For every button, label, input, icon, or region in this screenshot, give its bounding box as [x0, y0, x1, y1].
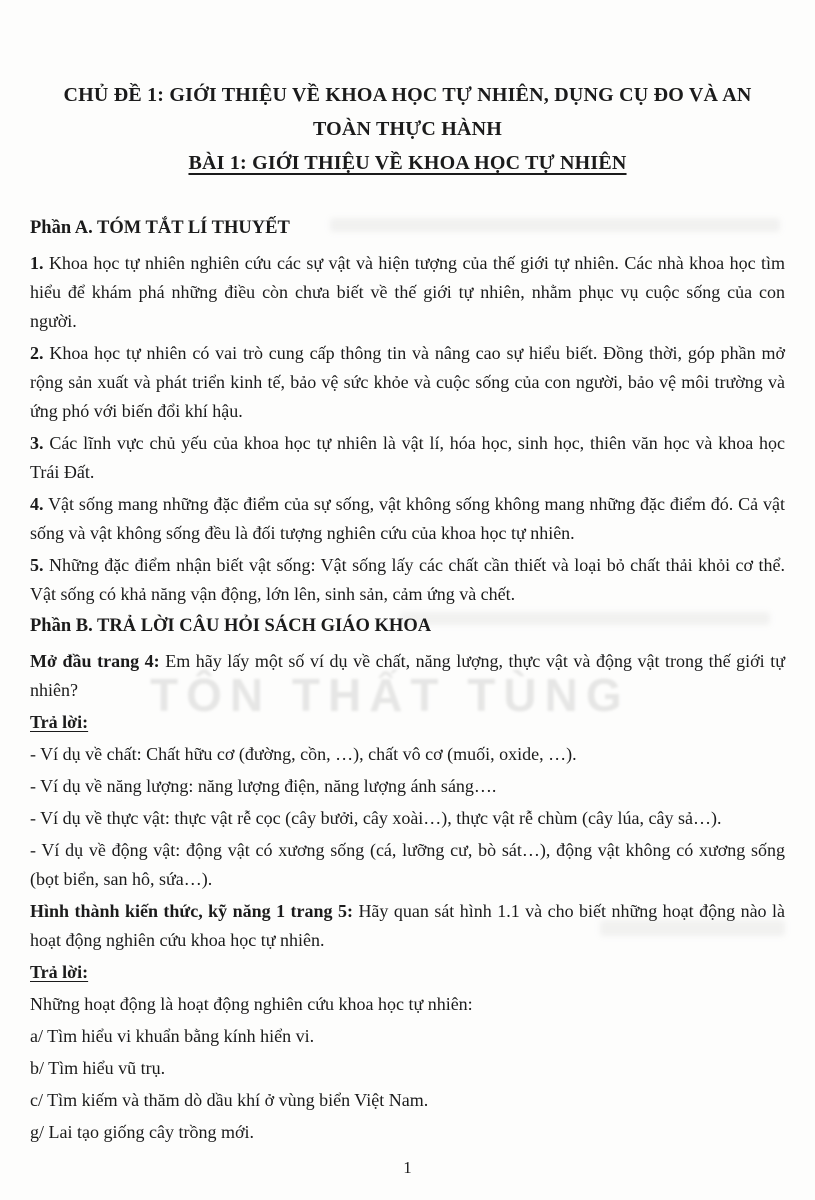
point-2-number: 2.: [30, 343, 44, 363]
answer-1-item: - Ví dụ về năng lượng: năng lượng điện, năng lượng ánh sáng….: [30, 776, 497, 796]
answer-2-item: c/ Tìm kiếm và thăm dò dầu khí ở vùng biển Việt Nam.: [30, 1090, 429, 1110]
summary-point-2: [30, 339, 785, 426]
answer-1-item: - Ví dụ về chất: Chất hữu cơ (đường, cồn, …), chất vô cơ (muối, oxide, …).: [30, 744, 577, 764]
question-2: [30, 897, 785, 955]
answer-2-item: b/ Tìm hiểu vũ trụ.: [30, 1058, 166, 1078]
point-3-number: 3.: [30, 433, 44, 453]
summary-point-3: [30, 429, 785, 487]
answer-1-item: - Ví dụ về động vật: động vật có xương sống (cá, lưỡng cư, bò sát…), động vật không có xương sống (bọt biển, san hô, sứa…).: [30, 840, 785, 889]
answer-1-label: [30, 708, 785, 737]
document-title: [30, 78, 785, 180]
answer-2-intro: Những hoạt động là hoạt động nghiên cứu khoa học tự nhiên:: [30, 994, 473, 1014]
point-4-text: Vật sống mang những đặc điểm của sự sống, vật không sống không mang những đặc điểm đó. Cả vật sống và vật không sống đều là đối tượng nghiên cứu của khoa học tự nhiên.: [30, 494, 785, 543]
point-1-text: Khoa học tự nhiên nghiên cứu các sự vật và hiện tượng của thế giới tự nhiên. Các nhà khoa học tìm hiểu để khám phá những điều còn chưa biết về thế giới tự nhiên, nhằm phục vụ cuộc sống của con người.: [30, 253, 786, 331]
section-b-heading: Phần B. TRẢ LỜI CÂU HỎI SÁCH GIÁO KHOA: [30, 616, 432, 636]
title-line-1: CHỦ ĐỀ 1: GIỚI THIỆU VỀ KHOA HỌC TỰ NHIÊN, DỤNG CỤ ĐO VÀ AN: [63, 84, 752, 106]
section-a-heading: Phần A. TÓM TẮT LÍ THUYẾT: [30, 218, 290, 238]
question-1-text: Em hãy lấy một số ví dụ về chất, năng lượng, thực vật và động vật trong thế giới tự nhiên?: [30, 651, 785, 700]
answer-2-item: g/ Lai tạo giống cây trồng mới.: [30, 1122, 254, 1142]
section-b: [30, 612, 785, 1147]
point-4-number: 4.: [30, 494, 44, 514]
title-line-3: BÀI 1: GIỚI THIỆU VỀ KHOA HỌC TỰ NHIÊN: [188, 152, 627, 174]
question-2-label: Hình thành kiến thức, kỹ năng 1 trang 5:: [30, 901, 353, 921]
answer-2-item: a/ Tìm hiểu vi khuẩn bằng kính hiển vi.: [30, 1026, 315, 1046]
summary-point-5: [30, 551, 785, 609]
point-2-text: Khoa học tự nhiên có vai trò cung cấp thông tin và nâng cao sự hiểu biết. Đồng thời, góp phần mở rộng sản xuất và phát triển kinh tế, bảo vệ sức khỏe và cuộc sống của con người, bảo vệ môi trường và ứng phó với biến đổi khí hậu.: [30, 343, 785, 421]
point-5-number: 5.: [30, 555, 44, 575]
answer-1-label-text: Trả lời:: [30, 712, 89, 732]
answer-2-label-text: Trả lời:: [30, 962, 89, 982]
summary-point-1: [30, 249, 785, 336]
point-5-text: Những đặc điểm nhận biết vật sống: Vật sống lấy các chất cần thiết và loại bỏ chất thải khỏi cơ thể. Vật sống có khả năng vận động, lớn lên, sinh sản, cảm ứng và chết.: [30, 555, 785, 604]
point-3-text: Các lĩnh vực chủ yếu của khoa học tự nhiên là vật lí, hóa học, sinh học, thiên văn học và khoa học Trái Đất.: [30, 433, 785, 482]
page-number: 1: [403, 1158, 412, 1177]
answer-1-item: - Ví dụ về thực vật: thực vật rễ cọc (cây bưởi, cây xoài…), thực vật rễ chùm (cây lúa, cây sả…).: [30, 808, 722, 828]
question-2-text: Hãy quan sát hình 1.1 và cho biết những hoạt động nào là hoạt động nghiên cứu khoa học tự nhiên.: [30, 901, 785, 950]
question-1-label: Mở đầu trang 4:: [30, 651, 160, 671]
question-1: [30, 647, 785, 705]
answer-2-label: [30, 958, 785, 987]
summary-point-4: [30, 490, 785, 548]
section-a: [30, 214, 785, 609]
title-line-2: TOÀN THỰC HÀNH: [312, 118, 503, 140]
point-1-number: 1.: [30, 253, 44, 273]
scan-watermark-text: TÔN THẤT TÙNG: [150, 669, 630, 721]
